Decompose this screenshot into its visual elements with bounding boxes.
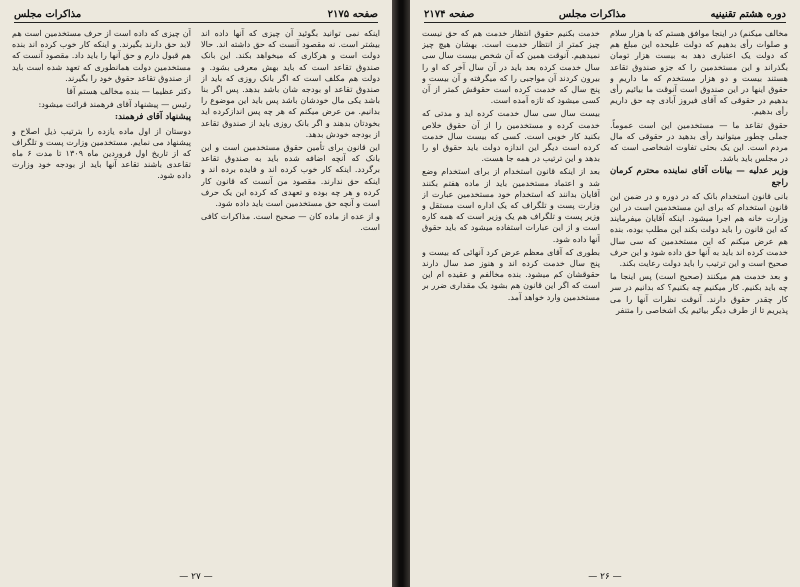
left-page-columns [12,28,380,565]
paragraph: دوستان از اول ماده یازده را بترتیب ذیل اصلاح و پیشنهاد می نمایم. مستخدمین وزارت پست و تلگراف که از تاریخ اول فروردین ماه ۱۳۰۹ تا مدت ۶ ماه تقاعدی باشند تقاعد آنها باید از بودجه خود وزارت داده شود. [12,125,191,181]
speaker-line: رئیس — پیشنهاد آقای فرهمند قرائت میشود: [38,99,191,110]
proposal-heading: پیشنهاد آقای فرهمند: [114,112,191,123]
left-page-title: مذاکرات مجلس [14,8,82,20]
left-page [0,0,392,587]
right-page-title: مذاکرات مجلس [558,8,627,20]
paragraph: آن چیزی که داده است از حرف مستخدمین است هم لابد حق دارند بگیرند. و اینکه کار خوب کرده اند بنده هم قبول دارم و حق آنها را باید داد. مقصود آنست که مستخدمین دولت همانطوری که تعهد شده است باید از صندوق تقاعد حقوق خود را بگیرند. [12,28,191,83]
right-page-number: صفحه ۲۱۷۴ [424,8,475,20]
paragraph: بیست سال سی سال خدمت کرده اید و مدتی که خدمت کرده و مستخدمین را از آن حقوق خلاص بکنید کار خوبی است. کسی که بیست سال خدمت کرده است دیگر این اندازه دولت باید حقوق او را بدهد و این ترتیب در همه جا هست. [422,108,600,164]
right-page-header [424,6,786,23]
right-page-column-right [610,28,788,565]
paragraph: بطوری که آقای معظم عرض کرد آنهائی که بیست و پنج سال خدمت کرده اند و هنوز صد سال دارند حقوقشان کم میشود. بنده مخالفم و عقیده ام این است که اگر این قانون هم بشود یک مقداری ضرر بر مستخدمین وارد خواهد آمد. [422,246,600,302]
left-page-header [14,6,378,23]
right-page [410,0,800,587]
paragraph: اینکه نمی توانید بگوئید آن چیزی که آنها داده اند بیشتر است. نه مقصود آنست که حق داشته اند. حالا دولت است و هرکاری که میخواهد بکند. این بانک صندوق تقاعد است که باید بهش معرفی بشود. و دولت هم مکلف است که اگر بانک روزی که باید از صندوق تقاعد او بودجه شان باشد بدهد. پس اگر بنا باشد یکی مال خودشان باشد پس باید این موضوع را بدانیم. من عرض میکنم که هر چه پس اندازکرده اید بخودتان بدهند و اگر بانک روزی باید از صندوق تقاعد از بودجه خودش بدهد. [201,28,380,139]
paragraph: بانی قانون استخدام بانک که در دوره و در ضمن این قانون استخدام که برای این مستخدمین است در این وزارت خانه هم اجرا میشود. اینکه آقایان میفرمایند که این قانون را باید دولت بکند این مطلب بوده، بنده هم عرض میکنم که این مستخدمین که سی سال خدمت کرده اند باید به آنها حق داده شود و این حرف صحیح است و این ترتیب را باید دولت رعایت بکند. [610,190,788,269]
paragraph: و از عده از ماده کان — صحیح است. مذاکرات کافی است. [201,211,380,233]
paragraph: حقوق تقاعد ما — مستخدمین این است عموماً. جملی چطور میتوانید رأی بدهید در حقوقی که مال مردم است. این یک بحثی تفاوت اشخاصی است که در مجلس باید باشد. [610,119,788,164]
paragraph: این قانون برای تأمین حقوق مستخدمین است و این بانک که آنچه اضافه شده باید به صندوق تقاعد برگردد. اینکه کار خوب کرده اند و فایده برده اند و اینکه حق ندارند. مقصود من آنست که قانون کار کرده و هر چه بوده و تعهدی که کرده این یک حرف است و آنچه حق مستخدمین است باید داده شود. [201,142,380,209]
right-page-columns [422,28,788,565]
right-page-session: دوره هشتم تقنینیه [710,8,786,20]
right-page-column-left [422,28,600,565]
left-page-column-right [201,28,380,565]
paragraph: خدمت بکنیم حقوق انتظار خدمت هم که حق نیست چیز کمتر از انتظار خدمت است. بهشان هیچ چیز نمیدهیم. آنوقت همین که آن شخص بیست سال سی سال خدمت کرده بعد باید در آن سال آخر که او را بیرون کردند آن مواجبی را که میگرفته و آن بیست و پنج سال که خدمت کرده است حقوقش کمتر از آن کسی میشود که تازه آمده است. [422,28,600,106]
right-page-footer: — ۲۶ — [588,572,622,582]
left-page-number: صفحه ۲۱۷۵ [327,8,378,20]
speaker-line: دکتر عظیما — بنده مخالف هستم آقا [66,86,191,97]
paragraph: مخالف میکنم) در اینجا موافق هستم که با هزار سلام و صلوات رأی بدهیم که دولت علیحده این مبلغ هم که دولت یک اعتباری دهد به بیست هزار تومان بگذراند و این مستخدمین را که جزو صندوق تقاعد هستند بیست و دو هزار مستخدم که ما داریم و حقوق اینها در این صندوق است آنوقت ما بیائیم رأی بدهیم در حقوقی که آقای فیروز آبادی چه حق داریم رأی بدهیم. [610,28,788,117]
left-page-column-left [12,28,191,565]
section-heading: وزیر عدلیه — بیانات آقای نماینده محترم کرمان راجع [610,166,788,188]
paragraph: و بعد خدمت هم میکنند (صحیح است) پس اینجا ما چه باید بکنیم. کار میکنیم چه بکنیم؟ که بدانیم در سر کار چقدر حقوق دارند. آنوقت نظرات آنها را می پذیریم تا از طرف دیگر بیائیم یک اشخاصی را متنفر [610,271,788,315]
left-page-footer: — ۲۷ — [179,572,213,582]
book-gutter [392,0,410,587]
paragraph: بعد از اینکه قانون استخدام از برای استخدام وضع شد و اعتماد مستخدمین باید از ماده هفتم بکنند آقایان بدانند که استخدام خود مستخدمین عبارت از وزارت پست و تلگراف که یک اداره است مستقل و وزیر پست و تلگراف هم یک وزیر است که همه کاره است و از این عبارات استفاده میشود که باید حقوق آنها داده شود. [422,166,600,244]
